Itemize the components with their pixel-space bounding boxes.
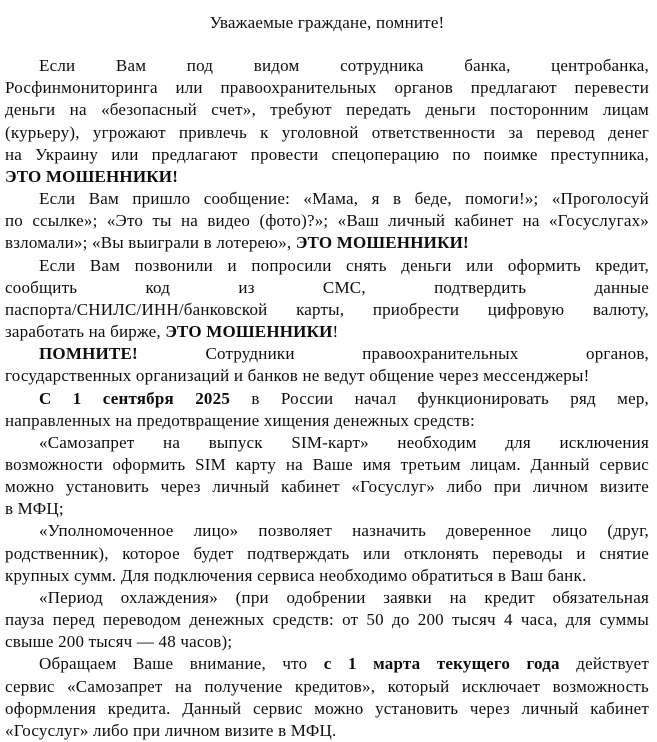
text-segment: пауза перед переводом денежных средств: от 50 до 200 тысяч 4 часа, для суммы [5,610,649,630]
text-segment: Сотрудники правоохранительных органов, [137,344,649,364]
document-body [5,55,649,742]
paragraph-line [5,454,649,476]
text-segment: Если Вам пришло сообщение: «Мама, я в беде, помоги!»; «Проголосуй [39,189,649,209]
paragraph-line [5,587,649,609]
text-segment: в МФЦ; [5,499,64,519]
text-segment: родственник), которое будет подтверждать или отклонять переводы и снятие [5,543,649,563]
paragraph-line [5,99,649,121]
paragraph-line [5,720,649,742]
paragraph-line [5,321,649,343]
text-segment: можно установить через личный кабинет «Госуслуг» либо при личном визите [5,477,649,497]
paragraph-line [5,210,649,232]
paragraph-line [5,299,649,321]
text-segment: оформления кредита. Данный сервис можно установить через личный кабинет [5,698,649,718]
bold-text-segment: ЭТО МОШЕННИКИ! [5,166,179,186]
text-segment: сервис «Самозапрет на получение кредитов», который исключает возможность [5,676,649,696]
paragraph-line [5,676,649,698]
paragraph [5,653,649,742]
text-segment: Если Вам под видом сотрудника банка, центробанка, [39,56,649,76]
text-segment: возможности оформить SIM карту на Ваше имя третьим лицам. Данный сервис [5,454,649,474]
text-segment: «Госуслуг» либо при личном визите в МФЦ. [5,720,337,740]
document-title: Уважаемые граждане, помните! [209,13,445,32]
text-segment: заработать на бирже, [5,322,166,342]
paragraph-line [5,653,649,675]
text-segment: Росфинмониторинга или правоохранительных органов предлагают перевести [5,78,649,98]
text-segment: крупных сумм. Для подключения сервиса необходимо обратиться в Ваш банк. [5,565,587,585]
paragraph [5,388,649,432]
paragraph-line [5,476,649,498]
paragraph-line [5,188,649,210]
paragraph-line [5,122,649,144]
paragraph-line [5,144,649,166]
paragraph-line [5,388,649,410]
bold-text-segment: ПОМНИТЕ! [39,344,138,364]
text-segment: на Украину или предлагают провести спецоперацию по поимке преступника, [5,144,649,164]
text-segment: «Уполномоченное лицо» позволяет назначить доверенное лицо (друг, [39,521,649,541]
paragraph-line [5,255,649,277]
bold-text-segment: ЭТО МОШЕННИКИ [165,322,333,342]
paragraph [5,520,649,586]
text-segment: «Самозапрет на выпуск SIM-карт» необходим для исключения [39,432,649,452]
bold-text-segment: С 1 сентября 2025 [39,388,231,408]
text-segment: сообщить код из СМС, подтвердить данные [5,277,649,297]
paragraph-line [5,277,649,299]
paragraph-line [5,166,649,188]
text-segment: свыше 200 тысяч — 48 часов); [5,632,233,652]
text-segment: паспорта/СНИЛС/ИНН/банковской карты, приобрести цифровую валюту, [5,299,649,319]
paragraph [5,587,649,653]
text-segment: ! [332,322,339,342]
paragraph [5,343,649,387]
paragraph-line [5,565,649,587]
text-segment: по ссылке»; «Это ты на видео (фото)?»; «Ваш личный кабинет на «Госуслугах» [5,211,649,231]
paragraph-line [5,432,649,454]
text-segment: действует [559,654,649,674]
text-segment: государственных организаций и банков не ведут общение через мессенджеры! [5,366,590,386]
text-segment: взломали»; «Вы выиграли в лотерею», [5,233,296,253]
paragraph-line [5,698,649,720]
paragraph [5,432,649,521]
paragraph-line [5,343,649,365]
paragraph [5,55,649,188]
paragraph-line [5,55,649,77]
bold-text-segment: с 1 марта текущего года [323,654,560,674]
paragraph [5,188,649,254]
text-segment: направленных на предотвращение хищения денежных средств: [5,410,475,430]
text-segment: «Период охлаждения» (при одобрении заявки на кредит обязательная [39,587,649,607]
text-segment: Если Вам позвонили и попросили снять деньги или оформить кредит, [39,255,649,275]
text-segment: Обращаем Ваше внимание, что [39,654,324,674]
paragraph-line [5,520,649,542]
text-segment: деньги на «безопасный счет», требуют передать деньги посторонним лицам [5,100,649,120]
paragraph-line [5,543,649,565]
paragraph-line [5,410,649,432]
paragraph-line [5,498,649,520]
paragraph-line [5,365,649,387]
text-segment: (курьеру), угрожают привлечь к уголовной ответственности за перевод денег [5,122,649,142]
paragraph-line [5,631,649,653]
text-segment: в России начал функционировать ряд мер, [230,388,649,408]
paragraph-line [5,609,649,631]
paragraph-line [5,232,649,254]
paragraph-line [5,77,649,99]
bold-text-segment: ЭТО МОШЕННИКИ! [295,233,469,253]
paragraph [5,255,649,344]
